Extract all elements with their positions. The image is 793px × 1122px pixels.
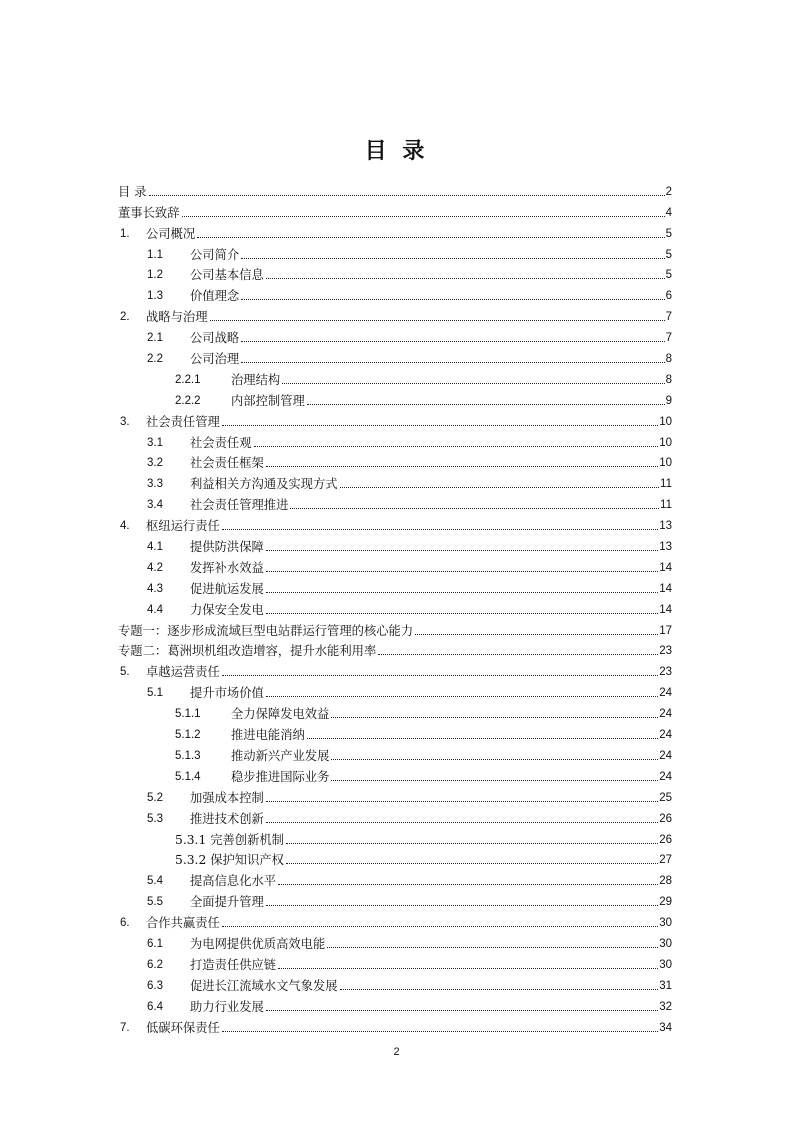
toc-entry[interactable] [118,951,672,972]
toc-entry-page: 25 [659,791,672,804]
toc-entry-label: 公司治理 [190,352,240,367]
dot-leader [286,863,658,864]
toc-entry-number: 6.3 [147,979,163,992]
toc-entry[interactable] [118,387,672,408]
toc-entry-label: 提供防洪保障 [190,540,264,555]
toc-entry[interactable] [118,742,672,763]
dot-leader [241,258,664,259]
toc-entry-page: 14 [659,603,672,616]
toc-entry[interactable] [118,491,672,512]
toc-entry-label: 提升市场价值 [190,686,264,701]
toc-entry-label: 打造责任供应链 [190,957,277,972]
dot-leader [241,299,664,300]
toc-entry-number: 5.1 [147,687,163,700]
dot-leader [266,550,658,551]
toc-entry-page: 24 [659,749,672,762]
toc-entry-number: 5.2 [147,791,163,804]
toc-entry[interactable] [118,450,672,471]
toc-entry-page: 17 [659,624,672,637]
toc-entry-label: 全面提升管理 [190,895,264,910]
dot-leader [266,1010,658,1011]
toc-entry-page: 30 [659,937,672,950]
toc-entry[interactable] [118,638,672,659]
toc-entry-page: 6 [665,290,672,303]
toc-entry-number: 5.3 [147,812,163,825]
toc-entry[interactable] [118,241,672,262]
toc-entry-label: 促进航运发展 [190,581,264,596]
toc-entry[interactable] [118,784,672,805]
toc-entry-number: 6.1 [147,937,163,950]
toc-entry-number: 3.3 [147,478,163,491]
dot-leader [307,738,658,739]
toc-entry-number: 4. [120,520,130,533]
toc-entry-label: 发挥补水效益 [190,560,264,575]
toc-entry-number: 2. [120,311,130,324]
dot-leader [266,822,658,823]
toc-entry[interactable] [118,470,672,491]
toc-entry-number: 1.2 [147,269,163,282]
toc-entry-page: 23 [659,645,672,658]
dot-leader [286,843,658,844]
toc-entry-page: 13 [659,520,672,533]
dot-leader [327,947,658,948]
toc-entry-label: 力保安全发电 [190,602,264,617]
toc-entry-page: 11 [660,499,672,512]
dot-leader [307,404,665,405]
toc-entry[interactable] [118,575,672,596]
dot-leader [415,634,658,635]
toc-entry-label: 内部控制管理 [231,393,305,408]
dot-leader [266,571,658,572]
dot-leader [266,696,658,697]
toc-entry-number: 3.4 [147,499,163,512]
toc-entry-label: 推动新兴产业发展 [231,748,330,763]
toc-entry-number: 5.1.3 [175,749,201,762]
toc-entry[interactable] [118,658,672,679]
toc-entry[interactable] [118,345,672,366]
toc-entry-number: 6. [120,917,130,930]
toc-entry-number: 4.1 [147,541,163,554]
toc-entry-label: 推进电能消纳 [231,728,305,743]
toc-entry-page: 32 [659,1000,672,1013]
toc-entry[interactable] [118,617,672,638]
dot-leader [149,195,665,196]
toc-entry-label: 5.3.1 完善创新机制 [175,832,284,847]
toc-entry-page: 5 [665,269,672,282]
toc-entry[interactable] [118,867,672,888]
toc-entry[interactable] [118,512,672,533]
toc-entry[interactable] [118,366,672,387]
toc-entry-page: 23 [659,666,672,679]
toc-entry-page: 30 [659,917,672,930]
toc-entry-page: 30 [659,958,672,971]
toc-entry-label: 公司基本信息 [190,268,264,283]
toc-entry[interactable] [118,220,672,241]
toc-entry-number: 1. [120,227,130,240]
toc-entry-label: 战略与治理 [146,310,208,325]
toc-entry-number: 7. [120,1021,130,1034]
toc-entry-label: 治理结构 [231,372,281,387]
toc-entry-label: 提高信息化水平 [190,874,277,889]
toc-entry-number: 2.1 [147,332,163,345]
toc-entry-page: 5 [665,248,672,261]
toc-entry-page: 4 [665,206,672,219]
dot-leader [331,759,658,760]
toc-entry-page: 34 [659,1021,672,1034]
toc-entry-page: 10 [659,436,672,449]
toc-entry-label: 公司战略 [190,331,240,346]
toc-entry-number: 5.4 [147,875,163,888]
dot-leader [290,508,659,509]
dot-leader [222,1031,658,1032]
toc-entry-page: 8 [665,353,672,366]
toc-entry[interactable] [118,888,672,909]
dot-leader [340,989,659,990]
toc-entry-number: 3. [120,415,130,428]
toc-entry-label: 卓越运营责任 [146,665,220,680]
toc-entry-page: 2 [665,185,672,198]
toc-entry-page: 7 [665,332,672,345]
dot-leader [241,362,664,363]
toc-entry-page: 5 [665,227,672,240]
toc-entry-label: 低碳环保责任 [146,1020,220,1035]
toc-entry-label: 价值理念 [190,289,240,304]
toc-entry-number: 3.2 [147,457,163,470]
toc-entry-number: 4.2 [147,561,163,574]
dot-leader [278,884,658,885]
toc-entry-number: 2.2.1 [175,373,201,386]
dot-leader [331,717,658,718]
dot-leader [210,320,665,321]
toc-entry-label: 社会责任管理推进 [190,498,289,513]
toc-entry[interactable] [118,993,672,1014]
dot-leader [254,446,659,447]
dot-leader [340,487,659,488]
toc-entry-label: 为电网提供优质高效电能 [190,936,326,951]
toc-entry-number: 5. [120,666,130,679]
dot-leader [282,383,664,384]
toc-entry-label: 目 录 [118,184,147,199]
toc-entry[interactable] [118,533,672,554]
dot-leader [278,968,658,969]
dot-leader [197,237,664,238]
dot-leader [266,466,658,467]
page-title: 目 录 [364,139,429,164]
toc-entry-label: 社会责任管理 [146,414,220,429]
dot-leader [266,905,658,906]
toc-entry-label: 社会责任框架 [190,456,264,471]
toc-entry-label: 专题一：逐步形成流域巨型电站群运行管理的核心能力 [118,623,414,638]
toc-entry[interactable] [118,199,672,220]
toc-entry[interactable] [118,1014,672,1035]
toc-entry-label: 专题二：葛洲坝机组改造增容，提升水能利用率 [118,644,377,659]
toc-entry[interactable] [118,826,672,847]
dot-leader [222,529,658,530]
toc-entry-page: 10 [659,415,672,428]
dot-leader [222,675,658,676]
toc-entry[interactable] [118,721,672,742]
toc-entry-label: 加强成本控制 [190,790,264,805]
toc-entry-page: 7 [665,311,672,324]
toc-entry-label: 稳步推进国际业务 [231,769,330,784]
toc-entry-page: 10 [659,457,672,470]
toc-entry-label: 促进长江流域水文气象发展 [190,978,338,993]
toc-entry[interactable] [118,930,672,951]
toc-entry[interactable] [118,972,672,993]
toc-entry-page: 13 [659,541,672,554]
toc-entry-number: 5.1.1 [175,708,201,721]
dot-leader [241,341,664,342]
page-number: 2 [393,1046,400,1058]
toc-entry-page: 26 [659,833,672,846]
toc-entry[interactable] [118,909,672,930]
toc-entry-page: 26 [659,812,672,825]
toc-entry-number: 1.1 [147,248,163,261]
dot-leader [266,592,658,593]
toc-entry[interactable] [118,282,672,303]
toc-entry-page: 9 [665,394,672,407]
dot-leader [266,801,658,802]
toc-entry-label: 推进技术创新 [190,811,264,826]
toc-entry-label: 公司简介 [190,247,240,262]
toc-entry-page: 31 [659,979,672,992]
toc-entry-number: 2.2 [147,353,163,366]
toc-entry-number: 4.4 [147,603,163,616]
toc-entry[interactable] [118,805,672,826]
toc-entry-label: 合作共赢责任 [146,916,220,931]
toc-entry-label: 枢纽运行责任 [146,519,220,534]
toc-entry-number: 4.3 [147,582,163,595]
toc-entry-label: 5.3.2 保护知识产权 [175,853,284,868]
dot-leader [266,613,658,614]
toc-entry-number: 5.1.4 [175,770,201,783]
toc-entry-page: 29 [659,896,672,909]
toc-entry-label: 全力保障发电效益 [231,707,330,722]
toc-entry-page: 8 [665,373,672,386]
toc-entry[interactable] [118,700,672,721]
toc-entry-page: 24 [659,770,672,783]
toc-entry[interactable] [118,262,672,283]
toc-entry-page: 14 [659,582,672,595]
toc-entry-page: 24 [659,729,672,742]
toc-entry-number: 6.4 [147,1000,163,1013]
toc-entry-page: 24 [659,708,672,721]
dot-leader [222,425,658,426]
toc-entry-page: 24 [659,687,672,700]
toc-entry-page: 14 [659,561,672,574]
dot-leader [378,654,658,655]
dot-leader [222,926,658,927]
toc-entry-label: 助力行业发展 [190,999,264,1014]
dot-leader [182,216,665,217]
toc-entry[interactable] [118,324,672,345]
toc-entry[interactable] [118,554,672,575]
toc-entry-number: 5.5 [147,896,163,909]
toc-entry[interactable] [118,408,672,429]
toc-entry-number: 5.1.2 [175,729,201,742]
toc-entry[interactable] [118,596,672,617]
toc-entry-number: 1.3 [147,290,163,303]
toc-entry-number: 3.1 [147,436,163,449]
toc-entry-label: 利益相关方沟通及实现方式 [190,477,338,492]
toc-entry-label: 公司概况 [146,226,196,241]
toc-entry[interactable] [118,847,672,868]
dot-leader [266,278,665,279]
toc-entry-page: 27 [659,854,672,867]
toc-entry-page: 28 [659,875,672,888]
toc-entry[interactable] [118,178,672,199]
toc-entry[interactable] [118,429,672,450]
toc-entry-label: 社会责任观 [190,435,252,450]
toc-entry-number: 2.2.2 [175,394,201,407]
toc-entry-label: 董事长致辞 [118,205,180,220]
table-of-contents [118,178,672,1035]
dot-leader [331,780,658,781]
toc-entry[interactable] [118,763,672,784]
toc-entry-page: 11 [660,478,672,491]
toc-entry[interactable] [118,303,672,324]
toc-entry[interactable] [118,679,672,700]
toc-entry-number: 6.2 [147,958,163,971]
